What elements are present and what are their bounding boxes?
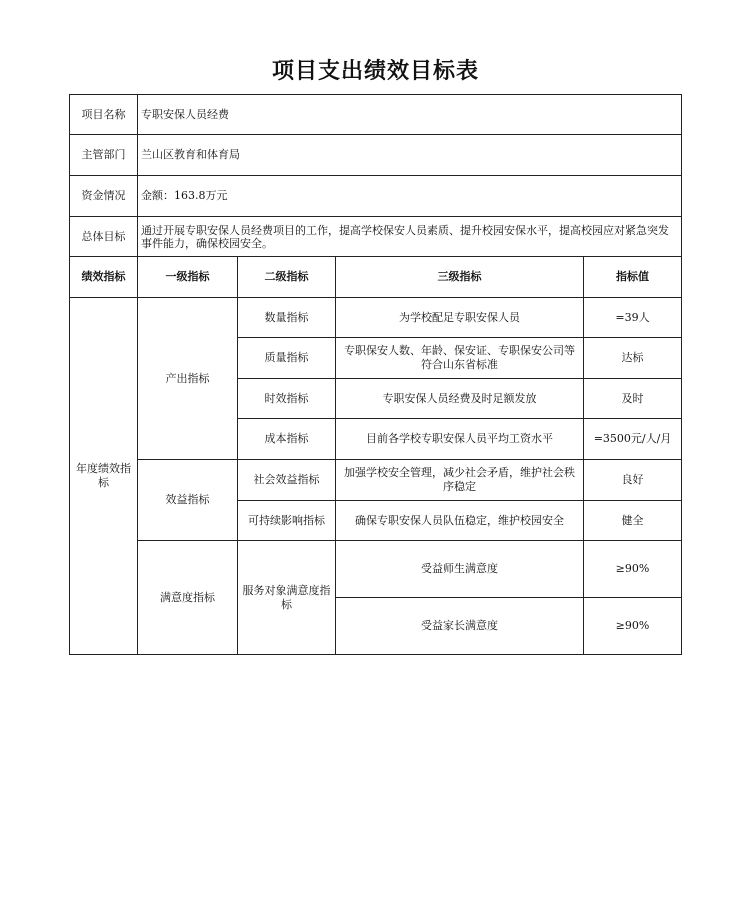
level2-cell: 可持续影响指标 (238, 501, 336, 541)
level2-cell: 数量指标 (238, 298, 336, 338)
page-title: 项目支出绩效目标表 (271, 59, 479, 84)
annual-indicator-label: 年度绩效指标 (70, 298, 138, 655)
level1-output: 产出指标 (138, 298, 238, 460)
header-cell: 一级指标 (138, 257, 238, 298)
header-cell: 三级指标 (336, 257, 584, 298)
funds-value: 金额：163.8万元 (138, 176, 682, 217)
level2-cell: 社会效益指标 (238, 460, 336, 501)
dept-label: 主管部门 (70, 135, 138, 176)
project-name-row (70, 95, 682, 135)
level3-cell: 确保专职安保人员队伍稳定，维护校园安全 (336, 501, 584, 541)
dept-value: 兰山区教育和体育局 (138, 135, 682, 176)
header-row (70, 257, 682, 298)
value-cell: 良好 (584, 460, 682, 501)
goal-value: 通过开展专职安保人员经费项目的工作，提高学校保安人员素质、提升校园安保水平，提高校园应对紧急突发事件能力，确保校园安全。 (138, 217, 682, 257)
table-row (70, 298, 682, 338)
header-cell: 指标值 (584, 257, 682, 298)
value-cell: 及时 (584, 379, 682, 419)
project-name-value: 专职安保人员经费 (138, 95, 682, 135)
dept-row (70, 135, 682, 176)
level3-cell: 受益家长满意度 (336, 598, 584, 655)
funds-label: 资金情况 (70, 176, 138, 217)
value-cell: 达标 (584, 338, 682, 379)
level2-cell: 成本指标 (238, 419, 336, 460)
level2-cell: 服务对象满意度指标 (238, 541, 336, 655)
level3-cell: 受益师生满意度 (336, 541, 584, 598)
level3-cell: 专职保安人数、年龄、保安证、专职保安公司等符合山东省标准 (336, 338, 584, 379)
level3-cell: 加强学校安全管理，减少社会矛盾，维护社会秩序稳定 (336, 460, 584, 501)
level2-cell: 质量指标 (238, 338, 336, 379)
goal-row (70, 217, 682, 257)
header-cell: 二级指标 (238, 257, 336, 298)
level3-cell: 专职安保人员经费及时足额发放 (336, 379, 584, 419)
value-cell: ≥90% (584, 598, 682, 655)
value-cell: =39人 (584, 298, 682, 338)
performance-table (69, 94, 682, 655)
table-row (70, 541, 682, 598)
goal-label: 总体目标 (70, 217, 138, 257)
level3-cell: 为学校配足专职安保人员 (336, 298, 584, 338)
value-cell: ≥90% (584, 541, 682, 598)
header-cell: 绩效指标 (70, 257, 138, 298)
value-cell: 健全 (584, 501, 682, 541)
project-name-label: 项目名称 (70, 95, 138, 135)
level1-benefit: 效益指标 (138, 460, 238, 541)
level1-satisfaction: 满意度指标 (138, 541, 238, 655)
value-cell: =3500元/人/月 (584, 419, 682, 460)
level3-cell: 目前各学校专职安保人员平均工资水平 (336, 419, 584, 460)
table-row (70, 460, 682, 501)
funds-row (70, 176, 682, 217)
level2-cell: 时效指标 (238, 379, 336, 419)
